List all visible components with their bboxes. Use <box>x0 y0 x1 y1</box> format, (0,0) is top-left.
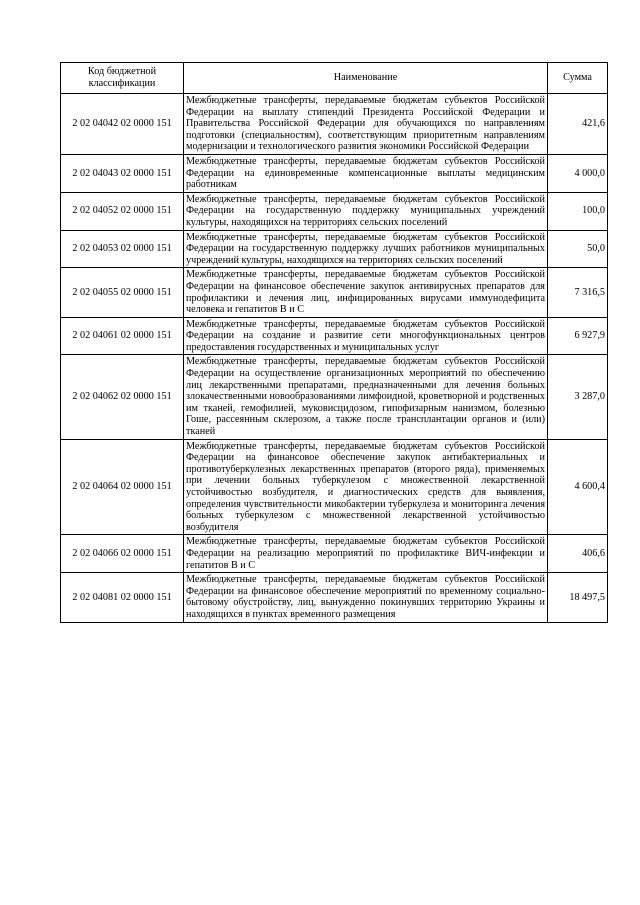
code-cell: 2 02 04064 02 0000 151 <box>61 439 184 535</box>
name-cell: Межбюджетные трансферты, передаваемые бюджетам субъектов Российской Федерации на государственную поддержку лучших работников муниципальных учреждений культуры, находящихся на территориях сельских поселений <box>184 230 548 268</box>
table-row <box>61 268 608 317</box>
name-cell: Межбюджетные трансферты, передаваемые бюджетам субъектов Российской Федерации на финансовое обеспечение мероприятий по временному социально-бытовому обустройству, лиц, вынужденно покинувших территорию Украины и находящихся в пунктах временного размещения <box>184 573 548 622</box>
table-row <box>61 230 608 268</box>
table-row <box>61 573 608 622</box>
name-cell: Межбюджетные трансферты, передаваемые бюджетам субъектов Российской Федерации на финансовое обеспечение закупок антивирусных препаратов для профилактики и лечения лиц, инфицированных вирусами иммунодефицита человека и гепатитов B и C <box>184 268 548 317</box>
sum-cell: 6 927,9 <box>548 317 608 355</box>
table-row <box>61 317 608 355</box>
header-name: Наименование <box>184 63 548 94</box>
code-cell: 2 02 04066 02 0000 151 <box>61 535 184 573</box>
name-cell: Межбюджетные трансферты, передаваемые бюджетам субъектов Российской Федерации на государственную поддержку муниципальных учреждений культуры, находящихся на территориях сельских поселений <box>184 192 548 230</box>
sum-cell: 3 287,0 <box>548 355 608 439</box>
table-row <box>61 154 608 192</box>
sum-cell: 100,0 <box>548 192 608 230</box>
table-row <box>61 535 608 573</box>
code-cell: 2 02 04053 02 0000 151 <box>61 230 184 268</box>
sum-cell: 4 000,0 <box>548 154 608 192</box>
sum-cell: 50,0 <box>548 230 608 268</box>
code-cell: 2 02 04055 02 0000 151 <box>61 268 184 317</box>
code-cell: 2 02 04081 02 0000 151 <box>61 573 184 622</box>
sum-cell: 406,6 <box>548 535 608 573</box>
header-code: Код бюджетной классификации <box>61 63 184 94</box>
header-row <box>61 63 608 94</box>
name-cell: Межбюджетные трансферты, передаваемые бюджетам субъектов Российской Федерации на реализацию мероприятий по профилактике ВИЧ-инфекции и гепатитов B и C <box>184 535 548 573</box>
name-cell: Межбюджетные трансферты, передаваемые бюджетам субъектов Российской Федерации на создание и развитие сети многофункциональных центров предоставления государственных и муниципальных услуг <box>184 317 548 355</box>
header-sum: Сумма <box>548 63 608 94</box>
table-row <box>61 192 608 230</box>
name-cell: Межбюджетные трансферты, передаваемые бюджетам субъектов Российской Федерации на единовременные компенсационные выплаты медицинским работникам <box>184 154 548 192</box>
table-row <box>61 355 608 439</box>
sum-cell: 4 600,4 <box>548 439 608 535</box>
sum-cell: 18 497,5 <box>548 573 608 622</box>
sum-cell: 7 316,5 <box>548 268 608 317</box>
budget-table <box>60 62 608 623</box>
table-row <box>61 439 608 535</box>
table-row <box>61 94 608 155</box>
code-cell: 2 02 04042 02 0000 151 <box>61 94 184 155</box>
name-cell: Межбюджетные трансферты, передаваемые бюджетам субъектов Российской Федерации на выплату стипендий Президента Российской Федерации и Правительства Российской Федерации для обучающихся по направлениям подготовки (специальностям), соответствующим приоритетным направлениям модернизации и технологического развития экономики Российской Федерации <box>184 94 548 155</box>
code-cell: 2 02 04052 02 0000 151 <box>61 192 184 230</box>
code-cell: 2 02 04062 02 0000 151 <box>61 355 184 439</box>
name-cell: Межбюджетные трансферты, передаваемые бюджетам субъектов Российской Федерации на финансовое обеспечение закупок антибактериальных и противотуберкулезных лекарственных препаратов (второго ряда), применяемых при лечении больных туберкулезом с множественной лекарственной устойчивостью возбудителя, и диагностических средств для выявления, определения чувствительности микобактерии туберкулеза и мониторинга лечения больных туберкулезом с множественной лекарственной устойчивостью возбудителя <box>184 439 548 535</box>
code-cell: 2 02 04061 02 0000 151 <box>61 317 184 355</box>
code-cell: 2 02 04043 02 0000 151 <box>61 154 184 192</box>
sum-cell: 421,6 <box>548 94 608 155</box>
name-cell: Межбюджетные трансферты, передаваемые бюджетам субъектов Российской Федерации на осуществление организационных мероприятий по обеспечению лиц лекарственными препаратами, предназначенными для лечения больных злокачественными новообразованиями лимфоидной, кроветворной и родственных им тканей, гемофилией, муковисцидозом, гипофизарным нанизмом, болезнью Гоше, рассеянным склерозом, а также после трансплантации органов и (или) тканей <box>184 355 548 439</box>
